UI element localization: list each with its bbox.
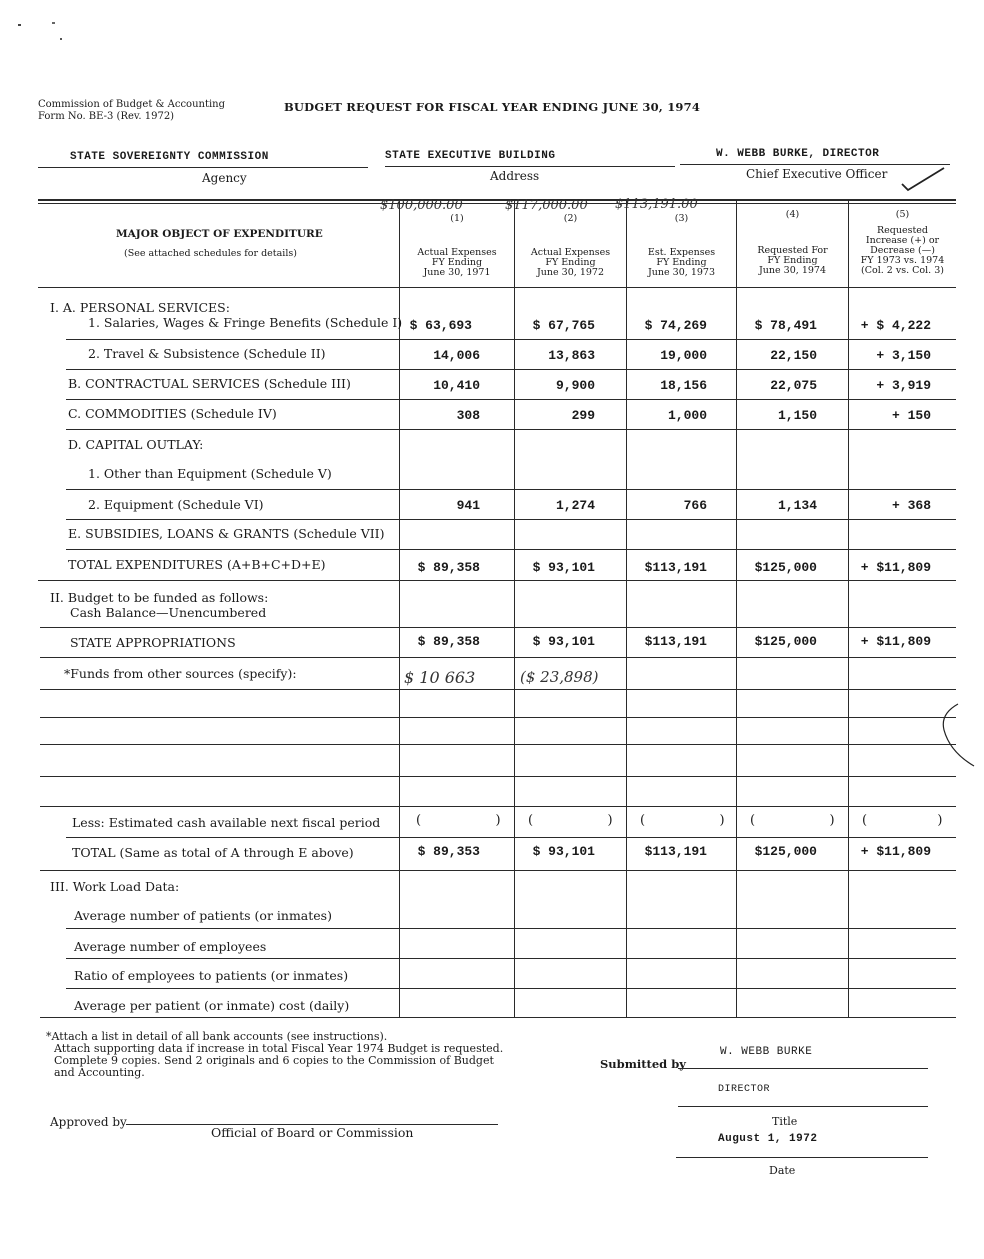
footnote-4: and Accounting. xyxy=(54,1066,145,1079)
row-line xyxy=(40,627,956,628)
less-paren-c2: ( ) xyxy=(528,813,613,828)
table-bottom-border xyxy=(40,1017,956,1018)
less-paren-c5: ( ) xyxy=(862,813,943,828)
address-label: Address xyxy=(490,169,540,183)
funds-hand-c2: ($ 23,898) xyxy=(520,668,599,686)
title-line xyxy=(678,1106,928,1107)
address-underline xyxy=(385,166,675,167)
less-paren-c4: ( ) xyxy=(750,813,835,828)
title-label: Title xyxy=(772,1115,798,1128)
salaries-c4: $ 78,491 xyxy=(754,318,817,333)
row-line xyxy=(66,489,956,490)
agency-underline xyxy=(38,167,368,168)
agency-value: STATE SOVEREIGNTY COMMISSION xyxy=(70,151,269,163)
date-label: Date xyxy=(769,1164,796,1177)
equipment-c2: 1,274 xyxy=(555,498,595,513)
salaries-c2: $ 67,765 xyxy=(532,318,595,333)
total-c1: $ 89,353 xyxy=(417,844,480,859)
row-subsidies: E. SUBSIDIES, LOANS & GRANTS (Schedule VII) xyxy=(68,526,385,541)
equipment-c1: 941 xyxy=(456,498,480,513)
table-top-border xyxy=(38,199,956,201)
footnote-1: *Attach a list in detail of all bank accounts (see instructions). xyxy=(46,1030,388,1043)
row-total: TOTAL (Same as total of A through E above) xyxy=(72,845,354,860)
commodities-c4: 1,150 xyxy=(777,408,817,423)
commodities-c1: 308 xyxy=(456,408,480,423)
row-line xyxy=(66,519,956,520)
row-avg-employees: Average number of employees xyxy=(74,939,267,954)
row-line xyxy=(40,806,956,807)
submitted-by-label: Submitted by xyxy=(600,1057,686,1071)
row-line xyxy=(66,339,956,340)
contractual-c3: 18,156 xyxy=(660,378,707,393)
salaries-c1: $ 63,693 xyxy=(409,318,472,333)
title-value: DIRECTOR xyxy=(718,1084,771,1095)
row-less-cash: Less: Estimated cash available next fiscal period xyxy=(72,815,381,830)
total-exp-c1: $ 89,358 xyxy=(417,560,480,575)
equipment-c4: 1,134 xyxy=(777,498,817,513)
row-line xyxy=(66,837,956,838)
row-avg-cost: Average per patient (or inmate) cost (daily) xyxy=(74,998,350,1013)
row-line xyxy=(66,399,956,400)
footnote-2: Attach supporting data if increase in total Fiscal Year 1974 Budget is requested. xyxy=(54,1042,504,1055)
form-title: BUDGET REQUEST FOR FISCAL YEAR ENDING JUNE 30, 1974 xyxy=(284,100,701,114)
row-line xyxy=(40,657,956,658)
col4-header: (4) Requested For FY Ending June 30, 1974 xyxy=(757,209,828,276)
state-app-c5: + $11,809 xyxy=(860,634,931,649)
col3-handwritten-total: $113,191.00 xyxy=(615,197,698,212)
equipment-c5: + 368 xyxy=(891,498,931,513)
row-other-equipment: 1. Other than Equipment (Schedule V) xyxy=(88,466,332,481)
margin-bracket-mark xyxy=(938,700,978,770)
total-exp-c4: $125,000 xyxy=(754,560,817,575)
contractual-c2: 9,900 xyxy=(555,378,595,393)
row-line xyxy=(66,988,956,989)
travel-c5: + 3,150 xyxy=(876,348,931,363)
row-ratio: Ratio of employees to patients (or inmates) xyxy=(74,968,349,983)
total-c2: $ 93,101 xyxy=(532,844,595,859)
checkmark-icon xyxy=(898,166,948,194)
header-bottom-border xyxy=(38,287,956,288)
official-label: Official of Board or Commission xyxy=(211,1125,414,1140)
major-object-heading: MAJOR OBJECT OF EXPENDITURE xyxy=(116,228,323,240)
date-value: August 1, 1972 xyxy=(718,1133,818,1145)
scan-speck xyxy=(18,24,21,26)
row-travel: 2. Travel & Subsistence (Schedule II) xyxy=(88,346,326,361)
total-c5: + $11,809 xyxy=(860,844,931,859)
row-commodities: C. COMMODITIES (Schedule IV) xyxy=(68,406,277,421)
commodities-c5: + 150 xyxy=(891,408,931,423)
col1-handwritten-total: $100,000.00 xyxy=(380,198,463,213)
col2-header: (2) Actual Expenses FY Ending June 30, 1972 xyxy=(530,213,611,278)
row-equipment: 2. Equipment (Schedule VI) xyxy=(88,497,264,512)
date-line xyxy=(676,1157,928,1158)
major-object-sub: (See attached schedules for details) xyxy=(124,248,297,259)
commodities-c3: 1,000 xyxy=(667,408,707,423)
commodities-c2: 299 xyxy=(571,408,595,423)
state-app-c2: $ 93,101 xyxy=(532,634,595,649)
travel-c4: 22,150 xyxy=(770,348,817,363)
form-number: Form No. BE-3 (Rev. 1972) xyxy=(38,111,175,122)
col2-handwritten-total: $117,000.00 xyxy=(505,198,588,213)
address-value: STATE EXECUTIVE BUILDING xyxy=(385,150,556,162)
salaries-c5: + $ 4,222 xyxy=(860,318,931,333)
salaries-c3: $ 74,269 xyxy=(644,318,707,333)
row-salaries: 1. Salaries, Wages & Fringe Benefits (Schedule I) xyxy=(88,315,403,330)
row-personal-services: I. A. PERSONAL SERVICES: xyxy=(50,300,230,315)
row-line xyxy=(66,429,956,430)
submitted-name: W. WEBB BURKE xyxy=(720,1046,813,1058)
row-line xyxy=(66,369,956,370)
row-workload: III. Work Load Data: xyxy=(50,879,180,894)
commission-label: Commission of Budget & Accounting xyxy=(38,99,226,110)
col5-header: (5) Requested Increase (+) or Decrease (—) FY 1973 vs. 1974 (Col. 2 vs. Col. 3) xyxy=(860,209,945,276)
total-exp-c5: + $11,809 xyxy=(860,560,931,575)
state-app-c1: $ 89,358 xyxy=(417,634,480,649)
total-exp-c2: $ 93,101 xyxy=(532,560,595,575)
footnote-3: Complete 9 copies. Send 2 originals and 6 copies to the Commission of Budget xyxy=(54,1054,494,1067)
total-c3: $113,191 xyxy=(644,844,707,859)
contractual-c5: + 3,919 xyxy=(876,378,931,393)
row-cash-balance: Cash Balance—Unencumbered xyxy=(70,605,267,620)
officer-value: W. WEBB BURKE, DIRECTOR xyxy=(716,148,880,160)
state-app-c3: $113,191 xyxy=(644,634,707,649)
total-exp-c3: $113,191 xyxy=(644,560,707,575)
row-line xyxy=(40,744,956,745)
row-contractual: B. CONTRACTUAL SERVICES (Schedule III) xyxy=(68,376,351,391)
agency-label: Agency xyxy=(202,171,247,185)
row-line xyxy=(40,870,956,871)
row-line xyxy=(66,549,956,550)
scan-speck xyxy=(52,22,55,24)
state-app-c4: $125,000 xyxy=(754,634,817,649)
officer-label: Chief Executive Officer xyxy=(746,167,888,181)
col3-header: (3) Est. Expenses FY Ending June 30, 1973 xyxy=(647,213,716,278)
row-line xyxy=(40,689,956,690)
row-line xyxy=(66,958,956,959)
less-paren-c1: ( ) xyxy=(416,813,501,828)
travel-c2: 13,863 xyxy=(548,348,595,363)
row-avg-patients: Average number of patients (or inmates) xyxy=(74,908,332,923)
total-c4: $125,000 xyxy=(754,844,817,859)
row-line xyxy=(40,717,956,718)
row-line xyxy=(40,776,956,777)
equipment-c3: 766 xyxy=(683,498,707,513)
travel-c1: 14,006 xyxy=(433,348,480,363)
travel-c3: 19,000 xyxy=(660,348,707,363)
row-other-funds: *Funds from other sources (specify): xyxy=(64,666,297,681)
row-total-expenditures: TOTAL EXPENDITURES (A+B+C+D+E) xyxy=(68,557,326,572)
submitted-line xyxy=(678,1068,928,1069)
contractual-c4: 22,075 xyxy=(770,378,817,393)
approved-by-label: Approved by xyxy=(50,1115,127,1129)
row-line xyxy=(38,580,956,581)
table-top-border-2 xyxy=(38,203,956,204)
less-paren-c3: ( ) xyxy=(640,813,725,828)
row-line xyxy=(66,928,956,929)
contractual-c1: 10,410 xyxy=(433,378,480,393)
scan-speck xyxy=(60,38,62,40)
row-budget-funded: II. Budget to be funded as follows: xyxy=(50,590,269,605)
funds-hand-c1: $ 10 663 xyxy=(404,668,476,687)
col1-header: (1) Actual Expenses FY Ending June 30, 1971 xyxy=(417,213,497,278)
officer-underline xyxy=(680,164,950,165)
row-state-appropriations: STATE APPROPRIATIONS xyxy=(70,635,236,650)
row-capital-outlay: D. CAPITAL OUTLAY: xyxy=(68,437,204,452)
